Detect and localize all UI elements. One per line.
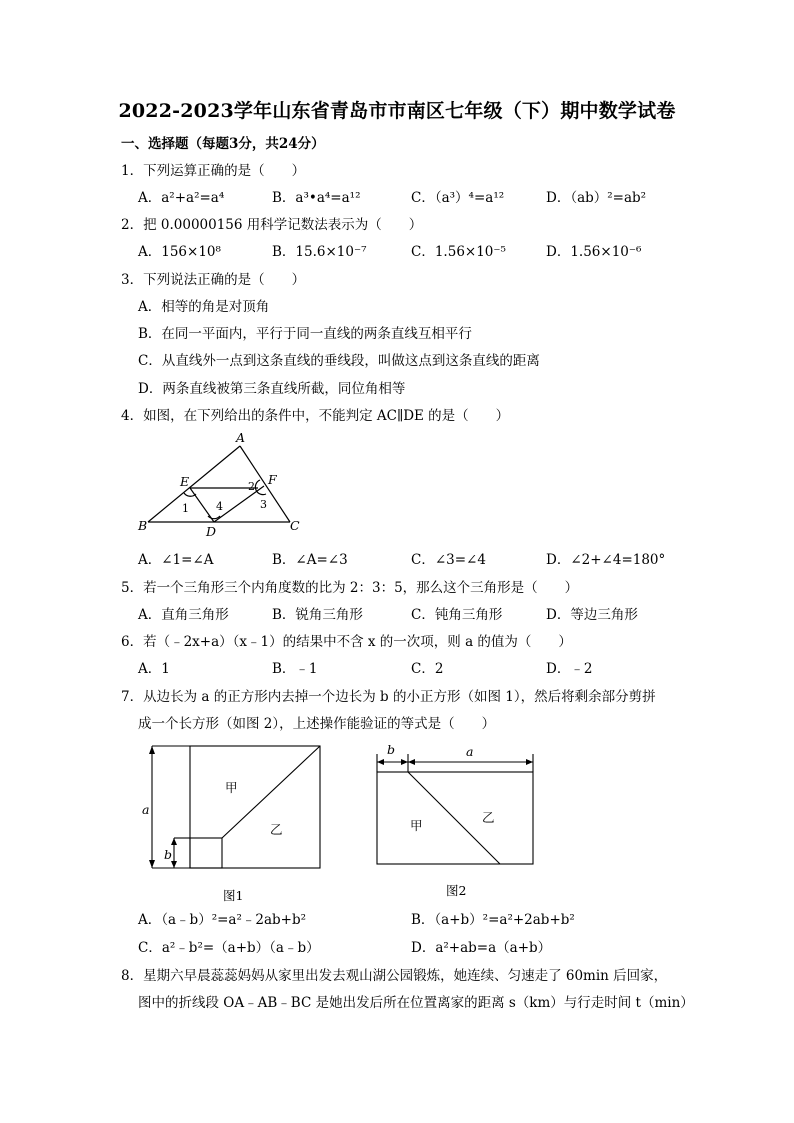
label-A: A xyxy=(236,430,246,445)
option-label: C． xyxy=(411,190,435,206)
option-label: A． xyxy=(138,244,162,260)
question-number: 3． xyxy=(121,272,144,288)
option-label: A． xyxy=(138,299,162,315)
question-number: 8． xyxy=(121,968,144,984)
figure-2-caption: 图2 xyxy=(446,883,467,898)
q7-option-a xyxy=(138,911,306,929)
option-text: 等边三角形 xyxy=(570,607,638,623)
q5-option-a xyxy=(138,606,229,624)
option-text: （a+b）²=a²+2ab+b² xyxy=(434,912,575,928)
option-text: 2 xyxy=(434,661,444,677)
question-6 xyxy=(121,633,572,651)
option-text: a²+a²=a⁴ xyxy=(161,190,225,206)
option-text: ∠A=∠3 xyxy=(295,552,348,568)
label-B: B xyxy=(138,518,148,533)
q7-figure-1 xyxy=(130,738,350,908)
arrow-down-icon xyxy=(149,860,155,868)
option-label: A． xyxy=(138,190,162,206)
option-label: C． xyxy=(411,244,435,260)
option-text: 锐角三角形 xyxy=(295,607,363,623)
q2-option-d xyxy=(546,243,641,261)
section-heading: 一、选择题（每题3分，共24分） xyxy=(121,136,325,152)
label-yi: 乙 xyxy=(270,822,283,837)
label-D: D xyxy=(206,524,217,539)
question-number: 4． xyxy=(121,408,144,424)
figure-1-caption: 图1 xyxy=(223,888,244,903)
question-number: 2． xyxy=(121,217,144,233)
option-label: D． xyxy=(546,607,571,623)
question-stem: 若（﹣2x+a）（x﹣1）的结果中不含 x 的一次项，则 a 的值为（ ） xyxy=(143,634,572,650)
arrow-up-icon xyxy=(171,838,177,845)
q4-figure xyxy=(130,428,310,540)
q7-figure-2 xyxy=(370,738,550,908)
option-label: C． xyxy=(411,661,435,677)
option-label: B． xyxy=(272,244,296,260)
q2-option-c xyxy=(411,243,506,261)
arrow-left-icon xyxy=(377,759,384,765)
label-2: 2 xyxy=(248,480,255,493)
q3-option-a xyxy=(138,298,269,316)
q6-option-b xyxy=(272,660,318,678)
question-7 xyxy=(121,688,656,706)
option-text: 直角三角形 xyxy=(161,607,229,623)
label-a: a xyxy=(466,744,474,759)
option-label: A． xyxy=(138,552,162,568)
option-text: a³•a⁴=a¹² xyxy=(295,190,361,206)
option-label: D． xyxy=(546,661,571,677)
option-text: 15.6×10⁻⁷ xyxy=(295,244,367,260)
option-text: 从直线外一点到这条直线的垂线段，叫做这点到这条直线的距离 xyxy=(161,353,540,369)
label-E: E xyxy=(180,474,190,489)
label-1: 1 xyxy=(182,502,189,515)
line-ed xyxy=(190,488,214,522)
q4-option-c xyxy=(411,551,486,569)
option-text: （a﹣b）²=a²﹣2ab+b² xyxy=(161,912,307,928)
option-text: 1.56×10⁻⁶ xyxy=(570,244,642,260)
q7-option-d xyxy=(411,939,551,957)
page-title: 2022-2023学年山东省青岛市市南区七年级（下）期中数学试卷 xyxy=(118,100,676,122)
option-label: B． xyxy=(272,190,296,206)
option-label: D． xyxy=(546,552,571,568)
question-3 xyxy=(121,271,305,289)
q2-option-b xyxy=(272,243,367,261)
label-yi: 乙 xyxy=(482,810,495,825)
question-2 xyxy=(121,216,422,234)
question-number: 6． xyxy=(121,634,144,650)
option-label: A． xyxy=(138,661,162,677)
small-square xyxy=(190,838,222,868)
q4-option-b xyxy=(272,551,348,569)
option-label: D． xyxy=(546,244,571,260)
q1-option-b xyxy=(272,189,361,207)
q7-option-b xyxy=(411,911,575,929)
option-label: B． xyxy=(272,552,296,568)
option-label: D． xyxy=(138,381,163,397)
question-stem: 从边长为 a 的正方形内去掉一个边长为 b 的小正方形（如图 1），然后将剩余部分剪拼 xyxy=(143,689,656,705)
label-b: b xyxy=(164,847,173,862)
option-text: 1 xyxy=(161,661,170,677)
option-label: B． xyxy=(411,912,435,928)
q2-option-a xyxy=(138,243,221,261)
q1-option-a xyxy=(138,189,224,207)
option-text: ∠3=∠4 xyxy=(434,552,486,568)
option-text: 相等的角是对顶角 xyxy=(161,299,270,315)
label-4: 4 xyxy=(216,500,223,513)
q4-option-d xyxy=(546,551,665,569)
q4-option-a xyxy=(138,551,214,569)
option-label: A． xyxy=(138,607,162,623)
option-label: B． xyxy=(272,661,296,677)
arrow-up-icon xyxy=(149,746,155,754)
label-a: a xyxy=(142,802,150,817)
arrow-left-icon xyxy=(408,759,415,765)
question-stem: 下列说法正确的是（ ） xyxy=(143,272,306,288)
option-label: A． xyxy=(138,912,162,928)
option-label: B． xyxy=(138,326,162,342)
option-text: 在同一平面内，平行于同一直线的两条直线互相平行 xyxy=(161,326,472,342)
arrow-down-icon xyxy=(171,861,177,868)
option-text: 1.56×10⁻⁵ xyxy=(434,244,506,260)
q6-option-d xyxy=(546,660,592,678)
arrow-right-icon xyxy=(401,759,408,765)
question-1 xyxy=(121,162,305,180)
option-label: C． xyxy=(138,353,162,369)
question-stem: 下列运算正确的是（ ） xyxy=(143,163,306,179)
q5-option-b xyxy=(272,606,363,624)
line-ba xyxy=(148,446,240,522)
option-text: 156×10⁸ xyxy=(161,244,221,260)
option-text: ∠2+∠4=180° xyxy=(570,552,666,568)
q3-option-c xyxy=(138,352,540,370)
q5-option-d xyxy=(546,606,638,624)
q6-option-c xyxy=(411,660,443,678)
option-text: （ab）²=ab² xyxy=(570,190,647,206)
label-b: b xyxy=(387,742,396,757)
q3-option-d xyxy=(138,380,405,398)
option-text: a²+ab=a（a+b） xyxy=(435,940,552,956)
q6-option-a xyxy=(138,660,170,678)
rectangle xyxy=(377,772,533,864)
label-3: 3 xyxy=(260,498,267,511)
option-label: D． xyxy=(546,190,571,206)
question-number: 1． xyxy=(121,163,144,179)
question-8-line-2: 图中的折线段 OA﹣AB﹣BC 是她出发后所在位置离家的距离 s（km）与行走时间 t（min） xyxy=(138,995,694,1011)
question-stem: 星期六早晨蕊蕊妈妈从家里出发去观山湖公园锻炼，她连续、匀速走了 60min 后回家， xyxy=(143,968,668,984)
q3-option-b xyxy=(138,325,472,343)
option-text: ∠1=∠A xyxy=(161,552,214,568)
option-text: （a³）⁴=a¹² xyxy=(434,190,505,206)
question-stem: 把 0.00000156 用科学记数法表示为（ ） xyxy=(143,217,423,233)
label-C: C xyxy=(290,518,300,533)
option-label: D． xyxy=(411,940,436,956)
question-number: 7． xyxy=(121,689,144,705)
q1-option-c xyxy=(411,189,504,207)
q5-option-c xyxy=(411,606,502,624)
question-5 xyxy=(121,579,578,597)
label-F: F xyxy=(268,472,277,487)
option-label: C． xyxy=(411,552,435,568)
q1-option-d xyxy=(546,189,646,207)
option-text: 两条直线被第三条直线所截，同位角相等 xyxy=(162,381,406,397)
question-stem: 若一个三角形三个内角度数的比为 2：3：5，那么这个三角形是（ ） xyxy=(143,580,579,596)
label-jia: 甲 xyxy=(225,780,238,795)
q7-option-c xyxy=(138,939,320,957)
question-number: 5． xyxy=(121,580,144,596)
question-8 xyxy=(121,967,667,985)
question-7-line-2: 成一个长方形（如图 2），上述操作能验证的等式是（ ） xyxy=(138,716,496,732)
option-text: ﹣1 xyxy=(295,661,318,677)
option-text: a²﹣b²=（a+b）（a﹣b） xyxy=(161,940,320,956)
question-stem: 如图，在下列给出的条件中，不能判定 AC∥DE 的是（ ） xyxy=(143,408,510,424)
option-text: 钝角三角形 xyxy=(434,607,503,623)
arrow-right-icon xyxy=(526,759,533,765)
option-label: B． xyxy=(272,607,296,623)
label-jia: 甲 xyxy=(410,818,423,833)
option-text: ﹣2 xyxy=(570,661,593,677)
option-label: C． xyxy=(138,940,162,956)
question-4 xyxy=(121,407,509,425)
option-label: C． xyxy=(411,607,435,623)
